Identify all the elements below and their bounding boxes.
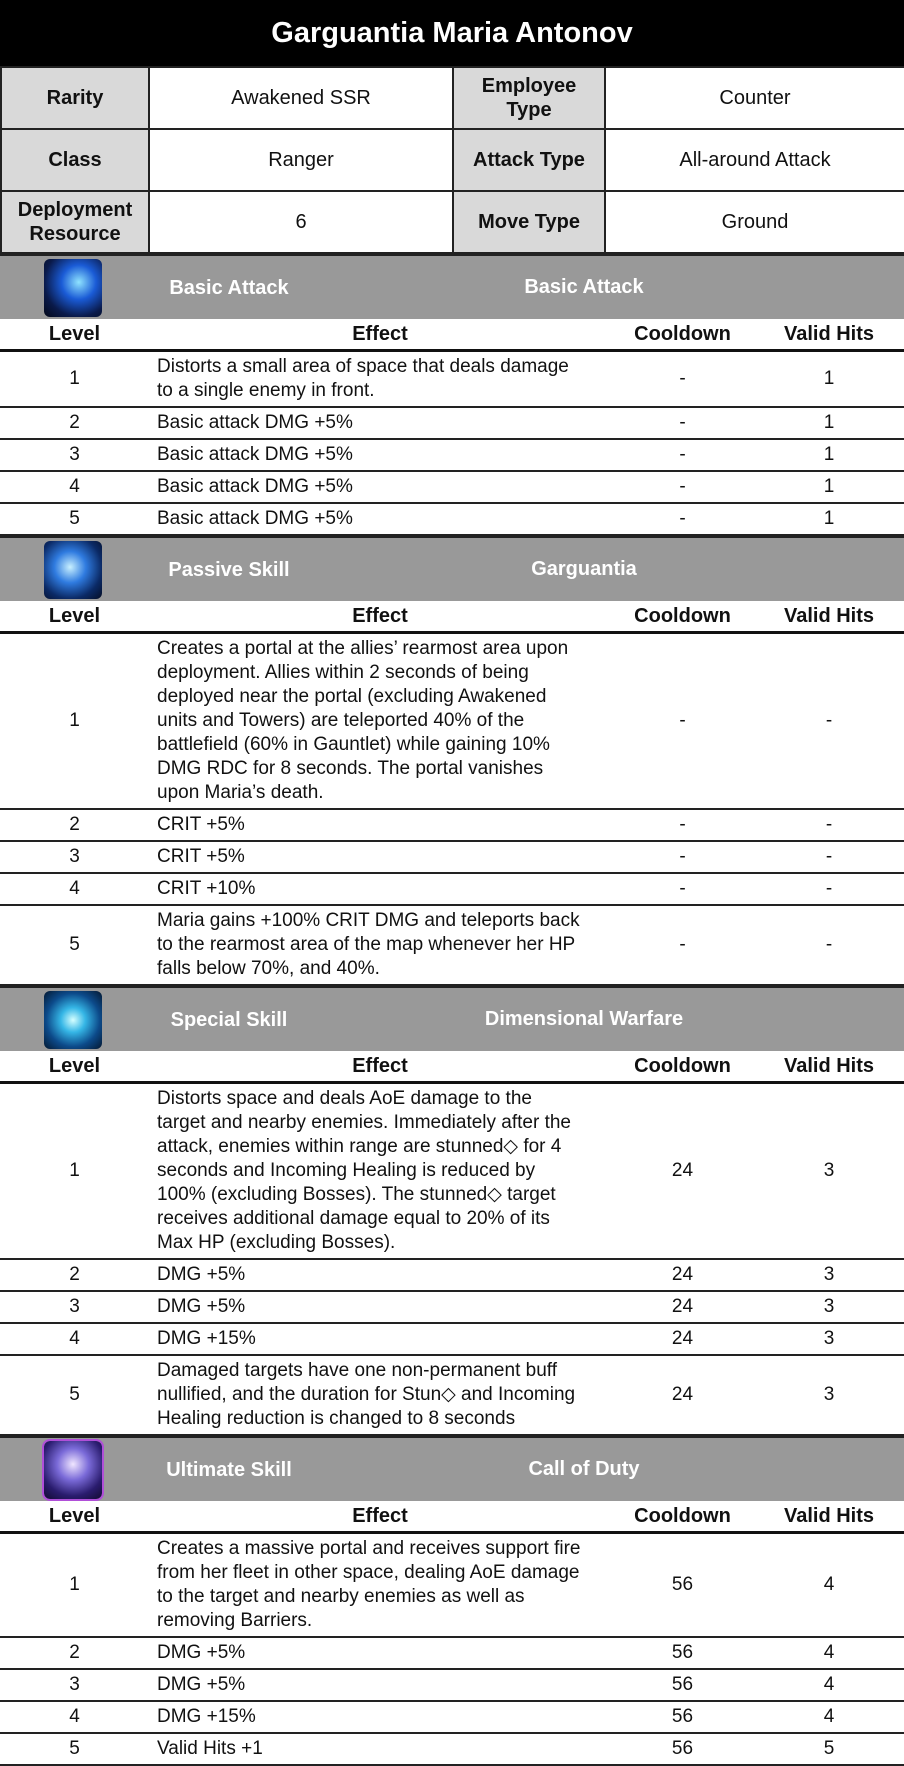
- cooldown-cell: -: [611, 841, 754, 873]
- valid-hits-cell: 1: [754, 351, 904, 408]
- valid-hits-cell: 5: [754, 1733, 904, 1765]
- effect-cell: DMG +15%: [149, 1701, 611, 1733]
- cooldown-cell: -: [611, 503, 754, 535]
- special-skill-icon: [44, 991, 102, 1049]
- table-header-row: [0, 601, 904, 633]
- skill-header: [0, 1436, 904, 1501]
- level-cell: 3: [0, 1669, 149, 1701]
- effect-cell: CRIT +5%: [149, 841, 611, 873]
- valid-hits-cell: 3: [754, 1083, 904, 1260]
- level-cell: 5: [0, 503, 149, 535]
- valid-hits-cell: 3: [754, 1323, 904, 1355]
- effect-cell: DMG +5%: [149, 1259, 611, 1291]
- cooldown-column-header: Cooldown: [611, 1501, 754, 1533]
- valid-hits-cell: 3: [754, 1259, 904, 1291]
- class-value: Ranger: [149, 129, 453, 191]
- level-cell: 1: [0, 1083, 149, 1260]
- valid-hits-cell: -: [754, 633, 904, 810]
- cooldown-cell: -: [611, 439, 754, 471]
- table-row: [0, 1259, 904, 1291]
- table-row: [0, 905, 904, 985]
- valid-hits-cell: 1: [754, 407, 904, 439]
- cooldown-column-header: Cooldown: [611, 1051, 754, 1083]
- table-row: [0, 1669, 904, 1701]
- level-cell: 4: [0, 1323, 149, 1355]
- cooldown-cell: -: [611, 905, 754, 985]
- skills-section: [0, 254, 904, 1766]
- table-row: [0, 1323, 904, 1355]
- employee-type-label: Employee Type: [453, 67, 605, 129]
- skill-type: Passive Skill: [168, 558, 290, 581]
- cooldown-cell: -: [611, 351, 754, 408]
- level-cell: 1: [0, 1533, 149, 1638]
- passive-skill-icon: [44, 541, 102, 599]
- effect-column-header: Effect: [149, 319, 611, 351]
- cooldown-cell: -: [611, 873, 754, 905]
- level-cell: 4: [0, 873, 149, 905]
- valid-hits-column-header: Valid Hits: [754, 1501, 904, 1533]
- valid-hits-cell: -: [754, 873, 904, 905]
- cooldown-column-header: Cooldown: [611, 601, 754, 633]
- valid-hits-column-header: Valid Hits: [754, 319, 904, 351]
- cooldown-cell: 24: [611, 1259, 754, 1291]
- effect-cell: Valid Hits +1: [149, 1733, 611, 1765]
- effect-cell: Maria gains +100% CRIT DMG and teleports back to the rearmost area of the map whenever her HP falls below 70%, and 40%.: [149, 905, 611, 985]
- level-cell: 3: [0, 841, 149, 873]
- skill-name: Dimensional Warfare: [484, 1008, 684, 1030]
- effect-column-header: Effect: [149, 1051, 611, 1083]
- skill-header: [0, 254, 904, 319]
- level-cell: 1: [0, 351, 149, 408]
- table-row: [0, 439, 904, 471]
- table-row: [0, 1355, 904, 1435]
- table-row: [0, 1083, 904, 1260]
- skill-level-table: [0, 1501, 904, 1766]
- effect-cell: Basic attack DMG +5%: [149, 471, 611, 503]
- cooldown-column-header: Cooldown: [611, 319, 754, 351]
- level-cell: 3: [0, 439, 149, 471]
- effect-cell: Distorts a small area of space that deals damage to a single enemy in front.: [149, 351, 611, 408]
- table-row: [0, 1733, 904, 1765]
- cooldown-cell: -: [611, 407, 754, 439]
- skill-type: Ultimate Skill: [166, 1458, 292, 1481]
- rarity-value: Awakened SSR: [149, 67, 453, 129]
- table-header-row: [0, 319, 904, 351]
- cooldown-cell: 24: [611, 1323, 754, 1355]
- valid-hits-column-header: Valid Hits: [754, 1051, 904, 1083]
- table-row: [0, 407, 904, 439]
- deployment-resource-value: 6: [149, 191, 453, 253]
- table-row: [0, 1291, 904, 1323]
- valid-hits-column-header: Valid Hits: [754, 601, 904, 633]
- table-row: [0, 1533, 904, 1638]
- table-header-row: [0, 1501, 904, 1533]
- level-cell: 2: [0, 1637, 149, 1669]
- table-row: [0, 873, 904, 905]
- effect-cell: DMG +5%: [149, 1669, 611, 1701]
- cooldown-cell: 56: [611, 1637, 754, 1669]
- level-column-header: Level: [0, 1051, 149, 1083]
- skill-level-table: [0, 319, 904, 536]
- level-cell: 5: [0, 905, 149, 985]
- table-row: [0, 809, 904, 841]
- cooldown-cell: 56: [611, 1669, 754, 1701]
- effect-cell: Creates a massive portal and receives support fire from her fleet in other space, dealing AoE damage to the target and nearby enemies as well as removing Barriers.: [149, 1533, 611, 1638]
- effect-cell: DMG +15%: [149, 1323, 611, 1355]
- class-label: Class: [1, 129, 149, 191]
- effect-cell: Basic attack DMG +5%: [149, 503, 611, 535]
- skill-level-table: [0, 601, 904, 986]
- cooldown-cell: -: [611, 471, 754, 503]
- skill-header: [0, 986, 904, 1051]
- valid-hits-cell: 4: [754, 1669, 904, 1701]
- valid-hits-cell: -: [754, 905, 904, 985]
- valid-hits-cell: -: [754, 809, 904, 841]
- valid-hits-cell: 4: [754, 1637, 904, 1669]
- deployment-resource-label: Deployment Resource: [1, 191, 149, 253]
- valid-hits-cell: 1: [754, 471, 904, 503]
- level-cell: 2: [0, 407, 149, 439]
- cooldown-cell: 56: [611, 1733, 754, 1765]
- effect-cell: Distorts space and deals AoE damage to the target and nearby enemies. Immediately after the attack, enemies within range are stunned◇ for 4 seconds and Incoming Healing is reduced by 100% (excluding Bosses). The stunned◇ target receives additional damage equal to 20% of its Max HP (excluding Bosses).: [149, 1083, 611, 1260]
- cooldown-cell: 56: [611, 1701, 754, 1733]
- skill-header: [0, 536, 904, 601]
- table-row: [0, 841, 904, 873]
- table-row: [0, 503, 904, 535]
- table-row: [0, 1701, 904, 1733]
- skill-name: Basic Attack: [524, 276, 644, 298]
- valid-hits-cell: 3: [754, 1355, 904, 1435]
- level-cell: 2: [0, 809, 149, 841]
- level-cell: 5: [0, 1733, 149, 1765]
- table-row: [0, 471, 904, 503]
- cooldown-cell: 56: [611, 1533, 754, 1638]
- level-cell: 4: [0, 471, 149, 503]
- level-cell: 3: [0, 1291, 149, 1323]
- valid-hits-cell: -: [754, 841, 904, 873]
- effect-cell: Basic attack DMG +5%: [149, 407, 611, 439]
- employee-type-value: Counter: [605, 67, 904, 129]
- page-title: Garguantia Maria Antonov: [0, 0, 904, 66]
- effect-cell: DMG +5%: [149, 1637, 611, 1669]
- info-table: [0, 66, 904, 254]
- effect-cell: CRIT +5%: [149, 809, 611, 841]
- cooldown-cell: 24: [611, 1355, 754, 1435]
- effect-cell: Damaged targets have one non-permanent buff nullified, and the duration for Stun◇ and Incoming Healing reduction is changed to 8 seconds: [149, 1355, 611, 1435]
- attack-type-label: Attack Type: [453, 129, 605, 191]
- valid-hits-cell: 4: [754, 1533, 904, 1638]
- effect-cell: CRIT +10%: [149, 873, 611, 905]
- level-column-header: Level: [0, 319, 149, 351]
- level-column-header: Level: [0, 1501, 149, 1533]
- effect-column-header: Effect: [149, 601, 611, 633]
- cooldown-cell: 24: [611, 1083, 754, 1260]
- effect-cell: Basic attack DMG +5%: [149, 439, 611, 471]
- level-cell: 2: [0, 1259, 149, 1291]
- skill-type: Basic Attack: [169, 276, 289, 299]
- level-cell: 1: [0, 633, 149, 810]
- valid-hits-cell: 3: [754, 1291, 904, 1323]
- skill-type: Special Skill: [170, 1008, 288, 1031]
- effect-cell: Creates a portal at the allies’ rearmost area upon deployment. Allies within 2 seconds of being deployed near the portal (excluding Awakened units and Towers) are teleported 40% of the battlefield (60% in Gauntlet) while gaining 10% DMG RDC for 8 seconds. The portal vanishes upon Maria’s death.: [149, 633, 611, 810]
- valid-hits-cell: 4: [754, 1701, 904, 1733]
- ultimate-skill-icon: [44, 1441, 102, 1499]
- table-row: [0, 351, 904, 408]
- valid-hits-cell: 1: [754, 503, 904, 535]
- cooldown-cell: -: [611, 809, 754, 841]
- basic-attack-icon: [44, 259, 102, 317]
- table-row: [0, 633, 904, 810]
- cooldown-cell: -: [611, 633, 754, 810]
- skill-name: Call of Duty: [528, 1458, 640, 1480]
- skill-name: Garguantia: [531, 558, 637, 580]
- level-cell: 4: [0, 1701, 149, 1733]
- effect-column-header: Effect: [149, 1501, 611, 1533]
- skill-level-table: [0, 1051, 904, 1436]
- effect-cell: DMG +5%: [149, 1291, 611, 1323]
- rarity-label: Rarity: [1, 67, 149, 129]
- table-header-row: [0, 1051, 904, 1083]
- valid-hits-cell: 1: [754, 439, 904, 471]
- move-type-value: Ground: [605, 191, 904, 253]
- attack-type-value: All-around Attack: [605, 129, 904, 191]
- cooldown-cell: 24: [611, 1291, 754, 1323]
- level-cell: 5: [0, 1355, 149, 1435]
- move-type-label: Move Type: [453, 191, 605, 253]
- table-row: [0, 1637, 904, 1669]
- level-column-header: Level: [0, 601, 149, 633]
